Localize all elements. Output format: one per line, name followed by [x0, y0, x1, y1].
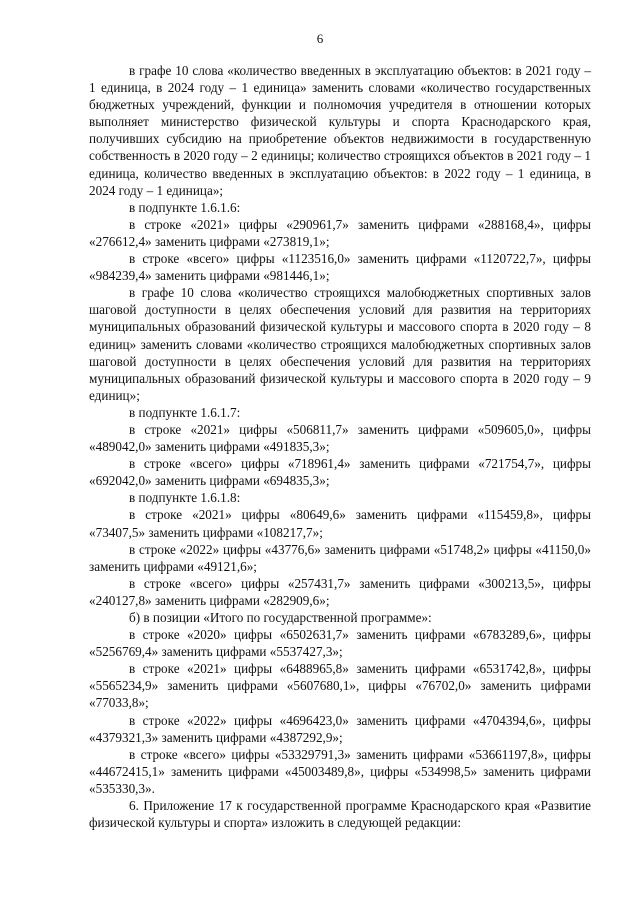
paragraph: в подпункте 1.6.1.6: [129, 199, 241, 215]
paragraph: в строке «всего» цифры «1123516,0» заменить цифрами «1120722,7», цифры «984239,4» заменить цифрами «981446,1»; [89, 251, 591, 284]
paragraph: в строке «всего» цифры «257431,7» заменить цифрами «300213,5», цифры «240127,8» заменить цифрами «282909,6»; [89, 575, 591, 608]
paragraph: в строке «2021» цифры «506811,7» заменить цифрами «509605,0», цифры «489042,0» заменить цифрами «491835,3»; [89, 421, 591, 455]
paragraph: в графе 10 слова «количество введенных в эксплуатацию объектов: в 2021 году – 1 единица, в 2024 году – 1 единица» заменить словами «количество государственных бюджетных учреждений, функции и полномочия учредителя в отношении которых выполняет министерство физической культуры и спорта Краснодарского края, получивших субсидию на приобретение объектов недвижимости в государственную собственность в 2020 году – 2 единицы; количество строящихся объектов в 2021 году – 1 единица, количество введенных в эксплуатацию объектов: в 2022 году – 1 единица, в 2024 году – 1 единица»; [89, 63, 591, 198]
page-number: 6 [316, 31, 324, 46]
paragraph: в строке «2021» цифры «80649,6» заменить цифрами «115459,8», цифры «73407,5» заменить цифрами «108217,7»; [89, 507, 591, 540]
paragraph: в строке «2022» цифры «43776,6» заменить цифрами «51748,2» цифры «41150,0» заменить цифрами «49121,6»; [89, 541, 591, 574]
paragraph: в строке «2021» цифры «6488965,8» заменить цифрами «6531742,8», цифры «5565234,9» заменить цифрами «5607680,1», цифры «76702,0» заменить цифрами «77033,8»; [89, 661, 591, 711]
paragraph: в графе 10 слова «количество строящихся малобюджетных спортивных залов шаговой доступности в целях обеспечения условий для развития на территориях муниципальных образований физической культуры и массового спорта в 2020 году – 8 единиц» заменить словами «количество строящихся малобюджетных спортивных залов шаговой доступности в целях обеспечения условий для развития на территориях муниципальных образований физической культуры и массового спорта в 2020 году – 9 единиц»; [89, 285, 591, 403]
paragraph: в строке «2022» цифры «4696423,0» заменить цифрами «4704394,6», цифры «4379321,3» заменить цифрами «4387292,9»; [89, 712, 591, 745]
paragraph: в строке «2021» цифры «290961,7» заменить цифрами «288168,4», цифры «276612,4» заменить цифрами «273819,1»; [89, 216, 591, 249]
paragraph: б) в позиции «Итого по государственной программе»: [129, 610, 432, 625]
paragraph: в строке «2020» цифры «6502631,7» заменить цифрами «6783289,6», цифры «5256769,4» заменить цифрами «5537427,3»; [89, 627, 591, 660]
paragraph: в строке «всего» цифры «718961,4» заменить цифрами «721754,7», цифры «692042,0» заменить цифрами «694835,3»; [89, 456, 591, 489]
paragraph: в строке «всего» цифры «53329791,3» заменить цифрами «53661197,8», цифры «44672415,1» заменить цифрами «45003489,8», цифры «534998,5» заменить цифрами «535330,3». [89, 746, 591, 796]
paragraph: в подпункте 1.6.1.7: [129, 404, 241, 420]
paragraph: в подпункте 1.6.1.8: [129, 490, 241, 506]
document-body [89, 62, 591, 831]
paragraph: 6. Приложение 17 к государственной программе Краснодарского края «Развитие физической культуры и спорта» изложить в следующей редакции: [89, 798, 591, 831]
